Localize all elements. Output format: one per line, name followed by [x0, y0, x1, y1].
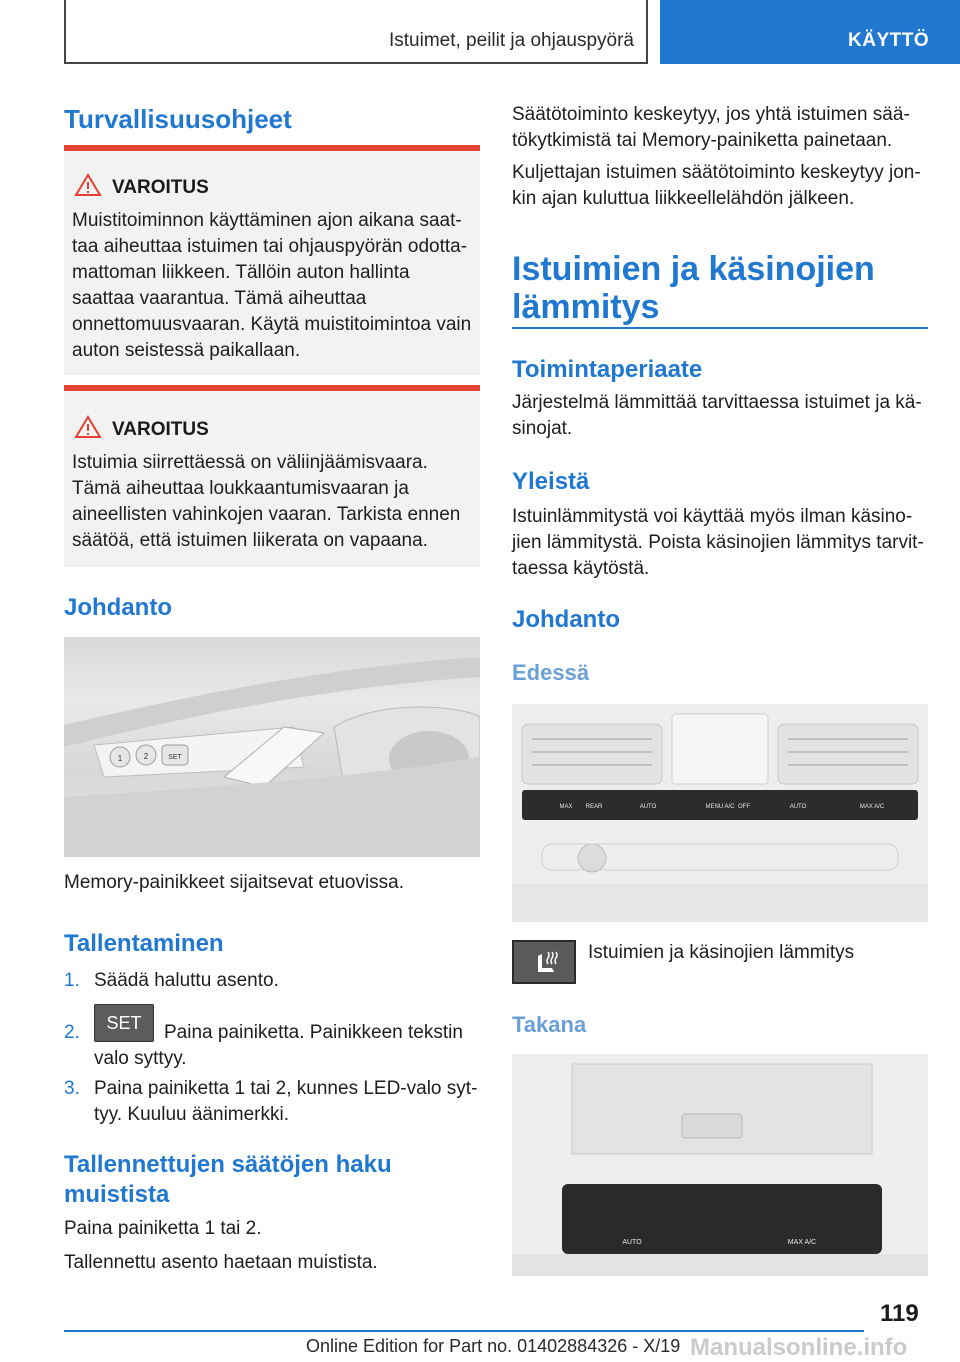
heading-rule — [512, 327, 928, 329]
door-button-1: 1 — [117, 754, 123, 763]
running-header — [64, 0, 648, 64]
recall-text-2: Tallennettu asento haetaan muistista. — [64, 1252, 378, 1273]
photo-caption: Memory-painikkeet sijaitsevat etuovissa. — [64, 872, 405, 893]
step-text: Paina painiketta. Painikkeen tekstin valo syttyy. — [94, 1022, 463, 1069]
panel-label: OFF — [738, 804, 750, 810]
step-number: 2. — [64, 1022, 80, 1043]
door-button-2: 2 — [143, 752, 149, 761]
warning-triangle-icon — [74, 173, 102, 197]
heading-heating: Istuimien ja käsinojien lämmitys — [512, 250, 875, 326]
paragraph-general: Istuinlämmitystä voi käyttää myös ilman käsinojien lämmitystä. Poista käsinojien lämmitys tarvittaessa käytöstä. — [512, 506, 924, 579]
heading-principle: Toimintaperiaate — [512, 356, 703, 383]
chapter-title: KÄYTTÖ — [848, 30, 930, 51]
panel-label: MAX A/C — [859, 804, 885, 810]
panel-label: MENU A/C — [705, 804, 735, 810]
warning-box-pinch — [64, 385, 480, 567]
heading-rear: Takana — [512, 1012, 587, 1037]
chapter-tab — [660, 0, 960, 64]
seat-heating-button-icon — [512, 940, 576, 984]
step-number: 1. — [64, 970, 80, 991]
heading-intro-right: Johdanto — [512, 606, 620, 633]
icon-caption: Istuimien ja käsinojien lämmitys — [588, 942, 855, 963]
warning-text: Istuimia siirrettäessä on väliinjäämisvaara. Tämä aiheuttaa loukkaantumisvaaran ja aineellisten vahinkojen vaaran. Tarkista ennen säätöä, että istuimen liikerata on vapaana. — [72, 452, 461, 551]
step-text: Paina painiketta 1 tai 2, kunnes LED-valo syttyy. Kuuluu äänimerkki. — [94, 1078, 478, 1125]
paragraph-interrupt: Säätötoiminto keskeytyy, jos yhtä istuimen säätökytkimistä tai Memory-painiketta painetaan. — [512, 104, 910, 151]
rear-climate-panel-photo — [512, 1054, 928, 1276]
paragraph-principle: Järjestelmä lämmittää tarvittaessa istuimet ja käsinojat. — [512, 392, 922, 439]
page-number: 119 — [880, 1300, 919, 1327]
heading-front: Edessä — [512, 660, 590, 685]
panel-label: AUTO — [789, 804, 807, 810]
step-text: Säädä haluttu asento. — [94, 970, 279, 991]
door-memory-buttons-photo — [64, 637, 480, 857]
rear-panel-illustration — [512, 1054, 928, 1276]
front-panel-illustration — [512, 704, 928, 922]
step-number: 3. — [64, 1078, 80, 1099]
panel-label: REAR — [585, 804, 603, 810]
heading-save: Tallentaminen — [64, 930, 224, 957]
recall-text-1: Paina painiketta 1 tai 2. — [64, 1218, 262, 1239]
warning-triangle-icon — [74, 415, 102, 439]
seat-heat-icon — [514, 942, 574, 982]
paragraph-driver: Kuljettajan istuimen säätötoiminto keskeytyy jonkin ajan kuluttua liikkeellelähdön jälkeen. — [512, 162, 921, 209]
warning-title: VAROITUS — [112, 419, 209, 440]
warning-text: Muistitoiminnon käyttäminen ajon aikana saattaa aiheuttaa istuimen tai ohjauspyörän odottamattoman liikkeen. Tällöin auton hallinta saattaa vaarantua. Tämä aiheuttaa onnettomuusvaaran. Käytä muistitoimintoa vain auton seistessä paikallaan. — [72, 210, 472, 361]
heading-general: Yleistä — [512, 468, 590, 495]
heading-intro: Johdanto — [64, 594, 172, 621]
footer-rule — [64, 1330, 864, 1332]
watermark: Manualsonline.info — [690, 1334, 908, 1361]
heading-recall: Tallennettujen säätöjen haku muistista — [64, 1151, 392, 1208]
panel-label: MAX — [559, 804, 573, 810]
step-2 — [64, 1004, 480, 1069]
front-climate-panel-photo — [512, 704, 928, 922]
heading-safety: Turvallisuusohjeet — [64, 104, 292, 134]
panel-label: MAX A/C — [787, 1239, 817, 1246]
section-title: Istuimet, peilit ja ohjauspyörä — [388, 30, 634, 51]
door-button-set: SET — [168, 754, 182, 761]
panel-label: AUTO — [639, 804, 657, 810]
footer-edition: Online Edition for Part no. 01402884326 - X/19 — [306, 1336, 681, 1356]
warning-box-memory — [64, 145, 480, 375]
warning-title: VAROITUS — [112, 177, 209, 198]
set-button-icon: SET — [94, 1004, 154, 1042]
door-panel-illustration — [64, 637, 480, 857]
panel-label: AUTO — [622, 1239, 642, 1246]
